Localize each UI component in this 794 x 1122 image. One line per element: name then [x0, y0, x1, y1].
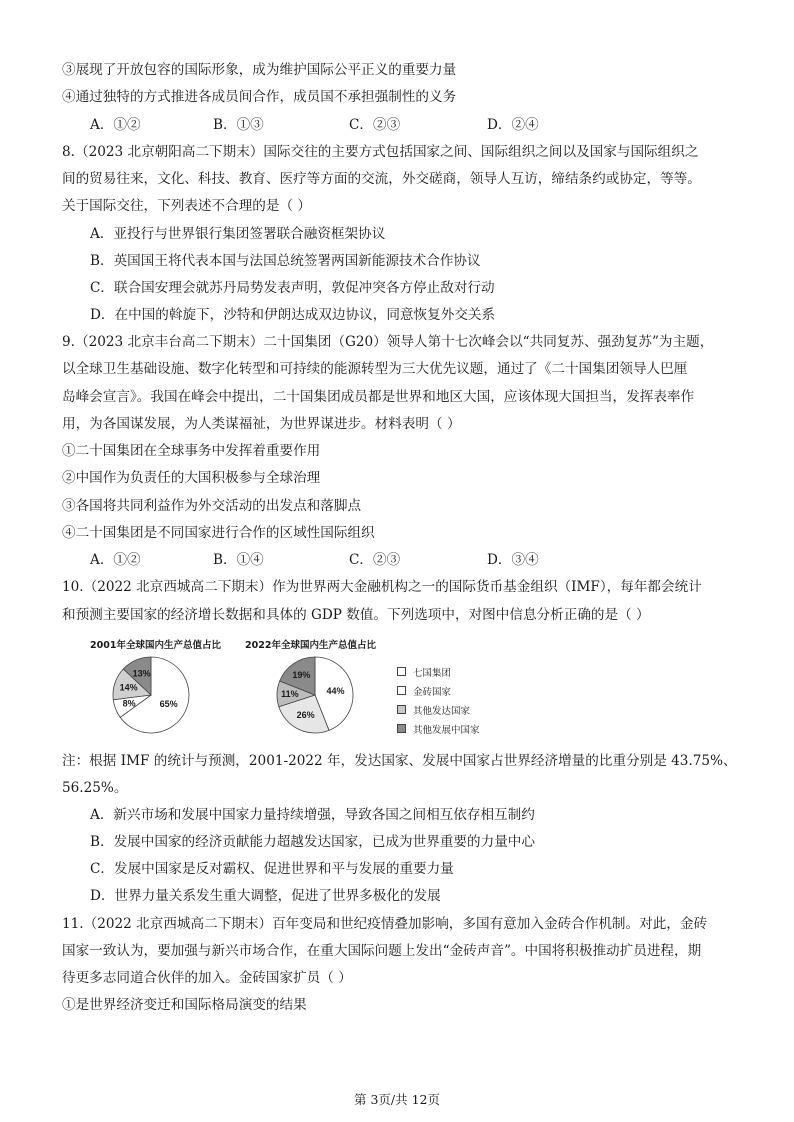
q9-option-c[interactable]: C．②③	[349, 552, 401, 568]
legend-item	[397, 719, 480, 738]
q8-stem-1: 8.（2023 北京朝阳高二下期末）国际交往的主要方式包括国家之间、国际组织之间以及国家与国际组织之	[62, 144, 699, 160]
pie-value-label: 65%	[159, 698, 178, 709]
note-line-1: 注：根据 IMF 的统计与预测，2001-2022 年，发达国家、发展中国家占世界经济增量的比重分别是 43.75%、	[62, 753, 737, 769]
legend-item	[397, 700, 480, 719]
pie-value-label: 13%	[132, 668, 151, 679]
q9-stem-2: 以全球卫生基础设施、数字化转型和可持续的能源转型为三大优先议题，通过了《二十国集团领导人巴厘	[62, 361, 688, 377]
q8-stem-3: 关于国际交往，下列表述不合理的是（ ）	[62, 198, 312, 214]
q9-statement-4: ④二十国集团是不同国家进行合作的区域性国际组织	[62, 525, 375, 541]
line-item-4: ④通过独特的方式推进各成员间合作，成员国不承担强制性的义务	[62, 89, 457, 105]
q9-statement-1: ①二十国集团在全球事务中发挥着重要作用	[62, 443, 321, 459]
q11-stem-1: 11.（2022 北京西城高二下期末）百年变局和世纪疫情叠加影响，多国有意加入金砖合作机制。对此，金砖	[62, 916, 708, 932]
q7-option-a[interactable]: A．①②	[90, 117, 141, 133]
note-line-2: 56.25%。	[62, 780, 128, 796]
q8-stem-2: 间的贸易往来，文化、科技、教育、医疗等方面的交流，外交磋商，领导人互访，缔结条约或协定，等等。	[62, 171, 701, 187]
q9-stem-1: 9.（2023 北京丰台高二下期末）二十国集团（G20）领导人第十七次峰会以“共同复苏、强劲复苏”为主题，	[62, 334, 714, 350]
q8-option-a[interactable]: A．亚投行与世界银行集团签署联合融资框架协议	[90, 226, 386, 242]
q9-option-a[interactable]: A．①②	[90, 552, 141, 568]
legend-swatch	[397, 667, 406, 676]
pie-chart-2001	[111, 655, 191, 735]
q9-option-b[interactable]: B．①④	[213, 552, 264, 568]
pie-value-label: 44%	[326, 686, 345, 697]
q8-option-b[interactable]: B．英国国王将代表本国与法国总统签署两国新能源技术合作协议	[90, 253, 481, 269]
q10-option-a[interactable]: A．新兴市场和发展中国家力量持续增强，导致各国之间相互依存相互制约	[90, 807, 535, 823]
pie-value-label: 14%	[119, 682, 138, 693]
legend-swatch	[397, 705, 406, 714]
page-footer: 第 3页/共 12页	[353, 1092, 441, 1107]
q9-statement-3: ③各国将共同利益作为外交活动的出发点和落脚点	[62, 498, 362, 514]
q11-statement-1: ①是世界经济变迁和国际格局演变的结果	[62, 997, 307, 1013]
q7-options	[90, 116, 539, 134]
q11-stem-2: 国家一致认为，要加强与新兴市场合作，在重大国际问题上发出“金砖声音”。中国将积极推动扩员进程，期	[62, 943, 702, 959]
q7-option-b[interactable]: B．①③	[213, 117, 264, 133]
legend-item	[397, 681, 480, 700]
chart-2022-title: 2022年全球国内生产总值占比	[245, 640, 376, 651]
line-item-3: ③展现了开放包容的国际形象，成为维护国际公平正义的重要力量	[62, 62, 457, 78]
q10-stem-1: 10.（2022 北京西城高二下期末）作为世界两大金融机构之一的国际货币基金组织（IMF），每年都会统计	[62, 579, 702, 595]
q9-stem-4: 用，为各国谋发展，为人类谋福祉，为世界谋进步。材料表明（ ）	[62, 416, 461, 432]
q10-option-c[interactable]: C．发展中国家是反对霸权、促进世界和平与发展的重要力量	[90, 861, 454, 877]
q8-option-c[interactable]: C．联合国安理会就苏丹局势发表声明，敦促冲突各方停止敌对行动	[90, 280, 495, 296]
pie-value-label: 8%	[122, 698, 136, 709]
q10-option-b[interactable]: B．发展中国家的经济贡献能力超越发达国家，已成为世界重要的力量中心	[90, 834, 535, 850]
chart-legend	[397, 662, 480, 738]
legend-swatch	[397, 724, 406, 733]
q8-option-d[interactable]: D．在中国的斡旋下，沙特和伊朗达成双边协议，同意恢复外交关系	[90, 307, 496, 323]
legend-item	[397, 662, 480, 681]
legend-label: 七国集团	[413, 667, 452, 679]
chart-2001-title: 2001年全球国内生产总值占比	[90, 640, 221, 651]
pie-value-label: 19%	[292, 669, 311, 680]
q10-stem-2: 和预测主要国家的经济增长数据和具体的 GDP 数值。下列选项中，对图中信息分析正确的是（ ）	[62, 607, 650, 623]
pie-value-label: 11%	[281, 689, 299, 700]
q9-statement-2: ②中国作为负责任的大国积极参与全球治理	[62, 470, 321, 486]
legend-label: 金砖国家	[413, 686, 452, 698]
legend-swatch	[397, 686, 406, 695]
legend-label: 其他发达国家	[413, 705, 471, 717]
q9-options	[90, 551, 539, 569]
pie-value-label: 26%	[296, 709, 315, 720]
q11-stem-3: 待更多志同道合伙伴的加入。金砖国家扩员（ ）	[62, 970, 352, 986]
legend-label: 其他发展中国家	[413, 724, 480, 736]
q9-stem-3: 岛峰会宣言》。我国在峰会中提出，二十国集团成员都是世界和地区大国，应该体现大国担当，发挥表率作	[62, 389, 695, 405]
q7-option-d[interactable]: D．②④	[487, 117, 539, 133]
q10-option-d[interactable]: D．世界力量关系发生重大调整，促进了世界多极化的发展	[90, 888, 441, 904]
pie-chart-2022	[275, 655, 355, 735]
q7-option-c[interactable]: C．②③	[349, 117, 401, 133]
q9-option-d[interactable]: D．③④	[487, 552, 539, 568]
